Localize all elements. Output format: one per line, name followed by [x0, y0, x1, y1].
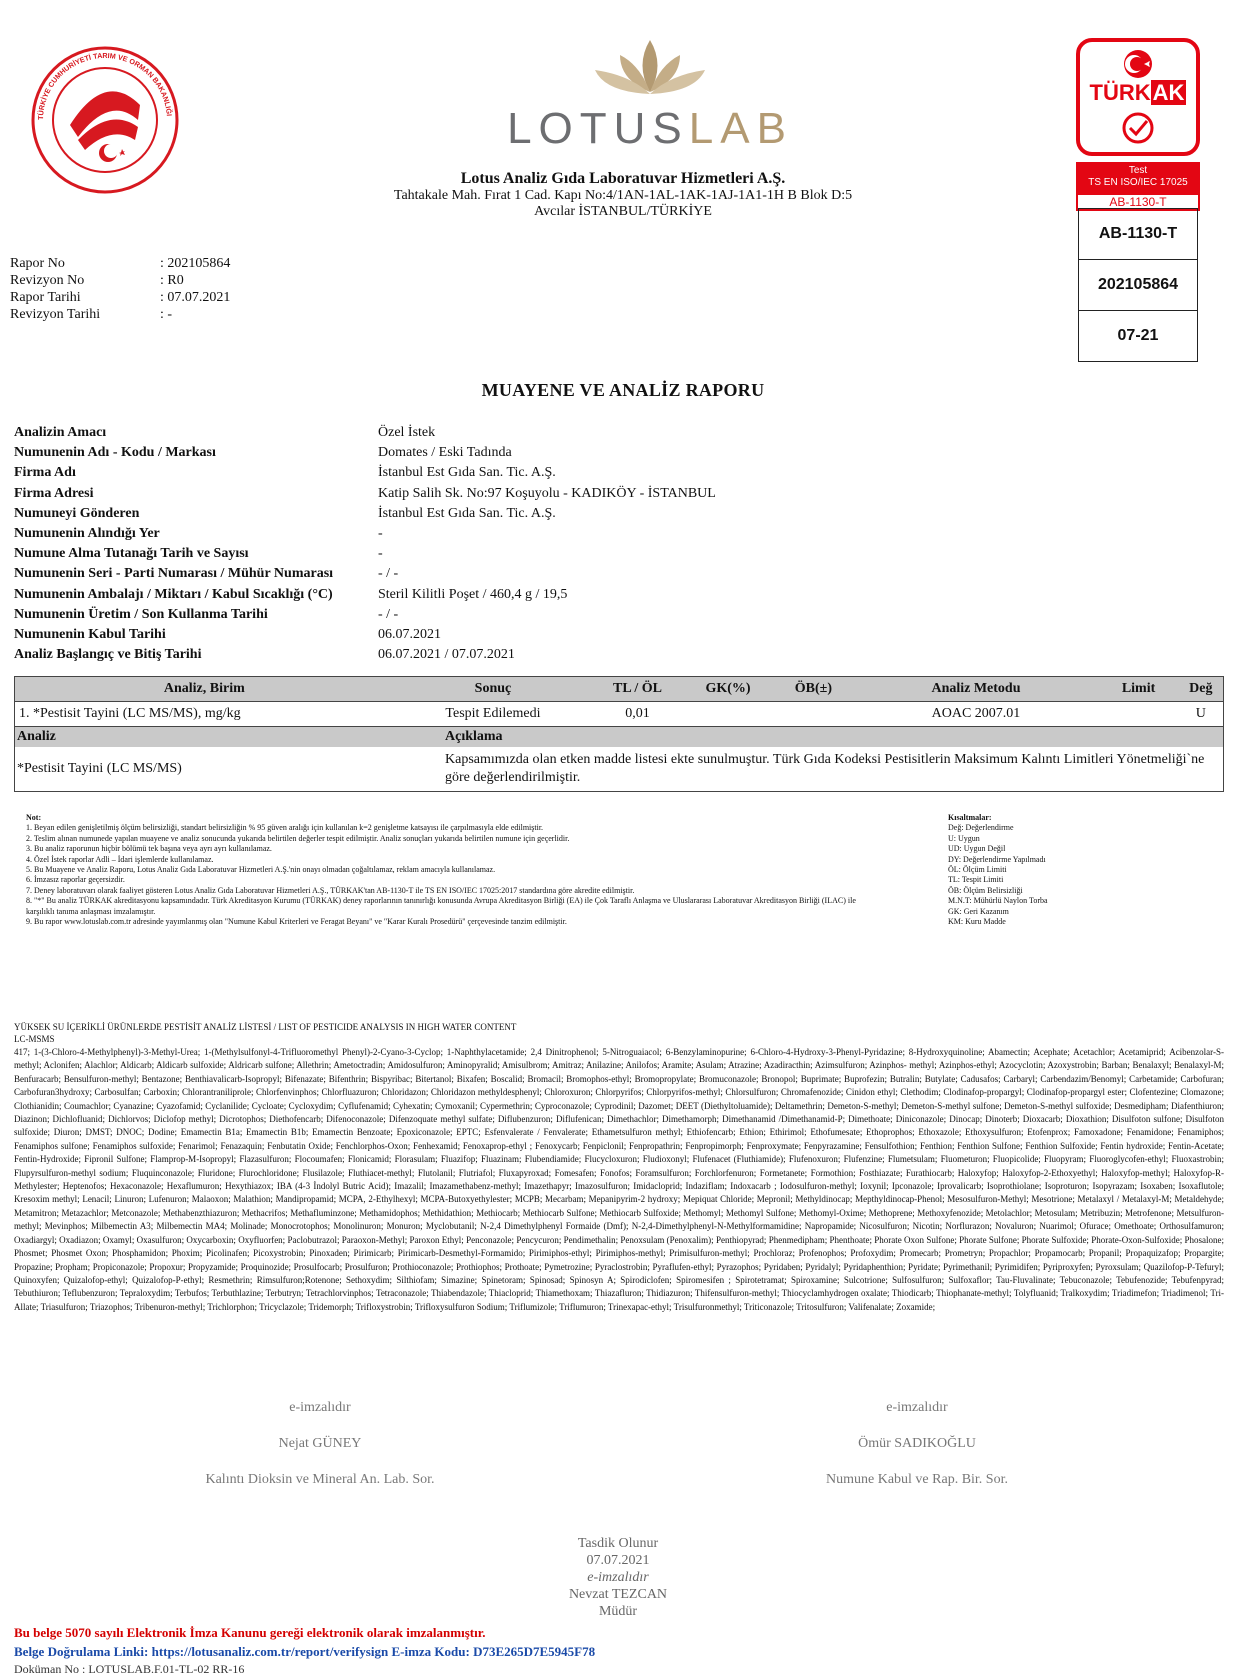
explanation-header-row	[15, 727, 1224, 748]
col-header: GK(%)	[683, 677, 774, 702]
meta-label: Rapor Tarihi	[10, 290, 81, 305]
info-label: Numunenin Seri - Parti Numarası / Mühür Numarası	[14, 566, 334, 582]
abbreviation-item: TL: Tespit Limiti	[948, 875, 1004, 885]
table-row	[15, 747, 1224, 792]
meta-label: Revizyon Tarihi	[10, 307, 101, 322]
col-header: ÖB(±)	[773, 677, 853, 702]
notes-heading: Not:	[26, 813, 42, 822]
info-value: -	[378, 546, 383, 562]
abbreviation-item: U: Uygun	[948, 833, 980, 843]
col-header: Açıklama	[443, 727, 1224, 748]
info-row	[14, 625, 716, 645]
note-item: 2. Teslim alınan numunede yapılan muayene ve analiz sonucunda yukarıda belirtilen değerler tespit edilmiştir. Analiz sonuçları yukarıda belirtilen numune için geçerlidir.	[26, 833, 570, 843]
document-number: Doküman No : LOTUSLAB.F.01-TL-02 RR-16	[14, 1662, 245, 1676]
meta-value: : -	[160, 307, 173, 322]
cell-ob	[773, 702, 853, 727]
info-row	[14, 463, 716, 483]
info-label: Numunenin Alındığı Yer	[14, 526, 160, 542]
meta-value: : R0	[160, 273, 184, 288]
turkak-date: 07-21	[1078, 311, 1198, 362]
note-item: 4. Özel İstek raporlar Adli – İdari işlemlerde kullanılamaz.	[26, 854, 214, 864]
abbreviation-item: ÖL: Ölçüm Limiti	[948, 865, 1007, 875]
info-value: Katip Salih Sk. No:97 Koşuyolu - KADIKÖY - İSTANBUL	[378, 485, 716, 501]
col-header: TL / ÖL	[592, 677, 683, 702]
pesticide-list: 417; 1-(3-Chloro-4-Methylphenyl)-3-Methyl-Urea; 1-(Methylsulfonyl-4-Trifluoromethyl Phenyl)-2-Cyano-3-Cyclop; 1-Naphthylacetamide; 2,4 Dinitrophenol; 5-Nitroguaiacol; 6-Benzylaminopurine; 6-Chloro-4-Hydroxy-3-Phenyl-Pyridazine; 8-Hydroxyquinoline; Abamectin; Acephate; Acetachlor; Acetamiprid; Acibenzolar-S-methyl; Aclonifen; Alachlor; Aldicarb; Aldicarb sulfoxide; Aldricarb sulfone; Allethrin; Ametoctradin; Amidosulfuron; Aminopyralid; Amisulbrom; Amitraz; Anilazine; Anilofos; Aramite; Asulam; Atrazine; Azadiracthin; Azimsulfuron; Azinphos- methyl; Azinphos-ethyl; Azocyclotin; Azoxystrobin; Barban; Benalaxyl; Benalaxyl-M; Benfuracarb; Bensulfuron-methyl; Bentazone; Benthiavalicarb-Isopropyl; Bifenazate; Bifenthrin; Bispyribac; Bitertanol; Bixafen; Boscalid; Bromacil; Bromophos-ethyl; Bromopropylate; Bromuconazole; Bronopol; Buprimate; Buprofezin; Butralin; Butylate; Cadusafos; Carbaryl; Carbendazim/Benomyl; Carbetamide; Carbofuran; Carbofuran3hydroxy; Carbosulfan; Carboxin; Chlorantraniliprole; Chlorfenvinphos; Chlorfluazuron; Chloridazon; Chloridazon methyldesphenyl; Chloroxuron; Chlorpyrifos; Chlorpyrifos-methyl; Chlorsulfuron; Chromafenozide; Cinidon ethyl; Clethodim; Clodinafop-propargyl; Clodinafop-propargyl ester; Clofentezine; Clomazone; Clothianidin; Coumachlor; Cyanazine; Cyazofamid; Cyclanilide; Cycloate; Cycloxydim; Cyflufenamid; Cyhexatin; Cymoxanil; Cypermethrin; Cyproconazole; Cyprodinil; Dazomet; DEET (Diethyltoluamide); Deltamethrin; Demeton-S-methyl; Demeton-S-methyl sulfone; Demeton-S-methyl sulfoxide; Desmedipham; Diafenthiuron; Diazinon; Dichlofluanid; Dichlorvos; Diclofop methyl; Dicrotophos; Diethofencarb; Difenoconazole; Difenzoquate methyl sulfate; Diflubenzuron; Diflufenican; Dimethachlor; Dimethamorph; Dimethanamid /Dimethanamid-P; Dimethoate; Diniconazole; Dinocap; Dinoterb; Dioxacarb; Dioxathion; Disulfoton sulfone; Disulfoton sulfoxide; Diuron; DMST; DNOC; Dodine; Emamectin B1a; Emamectin B1b; Emamectin Benzoate; Epoxiconazole; EPTC; Esfenvalerate / Fenvalerate; Ethametsulfuron methyl; Ethiofencarb; Ethion; Ethirimol; Ethofumesate; Ethoprophos; Ethoxazole; Ethoxysulfuron; Etofenprox; Famoxadone; Fenamidone; Fenamiphos; Fenamiphos sulfone; Fenamiphos sulfoxide; Fenarimol; Fenazaquin; Fenbutatin Oxide; Fenchlorphos-Oxon; Fenhexamid; Fenoxaprop-ethyl ; Fenoxycarb; Fenpiclonil; Fenpropathrin; Fenpropimorph; Fenproxymate; Fenpyrazamine; Fensulfothion; Fenthion; Fenthion Sulfone; Fenthion Sulfoxide; Fentin hydroxide; Fentin-Acetate; Fentin-Hydroxide; Fipronil Sulfone; Flamprop-M-Isopropyl; Flazasulfuron; Flocoumafen; Flonicamid; Florasulam; Fluazifop; Fluazinam; Flubendiamide; Flucycloxuron; Fludioxonyl; Flufenacet (Fluthiamide); Flufenoxuron; Flufenzine; Flumetsulam; Fluometuron; Fluopicolide; Fluopyram; Fluoroglycofen-ethyl; Fluoxastrobin; Flupyrsulfuron-methyl sodium; Fluquinconazole; Fluridone; Flurochloridone; Flusilazole; Fluthiacet-methyl; Flutolanil; Flutriafol; Fluxapyroxad; Fomesafen; Fonofos; Foramsulfuron; Forchlorfenuron; Formetanete; Formothion; Fosthiazate; Furathiocarb; Haloxyfop; Haloxyfop-2-Ethoxyethyl; Haloxyfop-methyl; Haloxyfop-R-Methylester; Heptenofos; Hexaconazole; Hexaflumuron; Hexythiazox; IBA (4-3 İndolyl Butric Acid); Imazalil; Imazamethabenz-methyl; Imazethapyr; Imazosulfuron; Imidacloprid; Indaziflam; Indoxacarb ; Iodosulfuron-methyl; Ioxynil; Ipconazole; Iprovalicarb; Isoprothiolane; Isoproturon; Isopyrazam; Isoxaben; Isoxaflutole; Kresoxim methyl; Lenacil; Linuron; Lufenuron; Malaoxon; Malathion; Mandipropamid; MCPA, 2-Ethylhexyl; MCPA-Butoxyethylester; MCPB; Mecarbam; Mepanipyrim-2 hydroxy; Mepiquat Chloride; Mepronil; Methyldinocap; Mepthyldinocap-Phenol; Mesosulfuron-Methyl; Mesotrione; Metalaxyl / Metalaxyl-M; Metaldehyde; Metamitron; Metazachlor; Metconazole; Methabenzthiazuron; Methacrifos; Methafluminzone; Methamidophos; Methidathion; Methiocarb; Methiocarb Sulfone; Methiocarb Sulfoxide; Methomyl; Methomyl Sulfone; Methomyl-Oxime; Methoprene; Methoxyfenozide; Metolachlor; Metosulam; Metribuzin; Metrofenone; Metsulfuron-methyl; Mevinphos; Milbemectin A3; Milbemectin MA4; Molinade; Monocrotophos; Monolinuron; Monuron; Myclobutanil; N-2,4 Dimethylphenyl Formaide (Dmf); N-2,4-Dimethylphenyl-N-Methylformamidine; Napropamide; Nicosulfuron; Nicotin; Norflurazon; Novaluron; Nuarimol; Ofurace; Omethoate; Orthosulfamuron; Oxadiargyl; Oxadiazon; Oxamyl; Oxasulfuron; Oxycarboxin; Oxyfluorfen; Paclobutrazol; Paraoxon-Methyl; Paroxon Ethyl; Penconazole; Pencycuron; Pendimethalin; Penoxsulam (Penoxalim); Penthiopyrad; Phenmedipham; Phenthoate; Phorate Oxon Sulfone; Phorate Sulfone; Phorate Sulfoxide; Phorate-Oxon-Sulfoxide; Phosalone; Phosmet; Phosmet Oxon; Phosphamidon; Phoxim; Picolinafen; Picoxystrobin; Pinoxaden; Pirimicarb; Pirimicarb-Desmethyl-Formamido; Pirimiphos-ethyl; Pirimiphos-methyl; Primisulfuron-methyl; Prochloraz; Profenophos; Profoxydim; Promecarb; Prometryn; Propachlor; Propamocarb; Propanil; Propaquizafop; Propargite; Propazine; Propham; Propiconazole; Propoxur; Propyzamide; Proquinozide; Prosulfocarb; Prosulfuron; Prothioconazole; Prothiophos; Prothoate; Pymetrozine; Pyraclostrobin; Pyraflufen-ethyl; Pyrazophos; Pyridaben; Pyridalyl; Pyridaphenthion; Pyridate; Pyrimethanil; Pyrimidifen; Pyriproxyfen; Pyroxsulam; Quazilofop-P-Tefuryl; Quinoxyfen; Quizalofop-ethyl; Quizalofop-P-ethyl; Resmethrin; Rimsulfuron;Rotenone; Sethoxydim; Silthiofam; Simazine; Spinetoram; Spinosad; Spinosyn A; Spirodiclofen; Spiromesifen ; Spirotetramat; Spiroxamine; Sulcotrione; Sulfosulfuron; Sulfoxaflor; Tau-Fluvalinate; Tebuconazole; Tebufenozide; Tebufenpyrad; Tebuthiuron; Teflubenzuron; Tepraloxydim; Terbufos; Terbuthlazine; Terbutryn; Tetrachlorvinphos; Tetraconazole; Thiabendazole; Thiacloprid; Thiamethoxam; Thiazafluron; Thidiazuron; Thifensulfuron-methyl; Thiocyclamhydrogen oxalate; Thiodicarb; Thiophanate-methyl; Tolyfluanid; Tralkoxydim; Triadimefon; Triadimenol; Tri-Allate; Triasulfuron; Triazophos; Tribenuron-methyl; Trichlorphon; Tricyclazole; Tridemorph; Trifloxystrobin; Trifloxysulfuron Sodium; Triflumizole; Triflumuron; Trinexapac-ethyl; Trisulfuronmethyl; Triticonazole; Tritosulfuron; Valifenalate; Zoxamide;	[14, 1047, 1224, 1312]
info-value: - / -	[378, 606, 399, 622]
pesticide-list-title: YÜKSEK SU İÇERİKLİ ÜRÜNLERDE PESTİSİT ANALİZ LİSTESİ / LIST OF PESTICIDE ANALYSIS IN HIGH WATER CONTENT	[14, 1022, 517, 1032]
results-header-row	[15, 677, 1224, 702]
abbreviation-item: KM: Kuru Madde	[948, 917, 1006, 927]
abbreviations-heading: Kısaltmalar:	[948, 813, 992, 822]
pesticide-list-method: LC-MSMS	[14, 1034, 55, 1044]
info-row	[14, 585, 716, 605]
info-value: -	[378, 526, 383, 542]
note-item: 1. Beyan edilen genişletilmiş ölçüm belirsizliği, standart belirsizliğin % 95 güven aralığı için kullanılan k=2 genişletme katsayısı ile çarpılmasıyla elde edilmiştir.	[26, 823, 544, 833]
explanation-analysis: *Pestisit Tayini (LC MS/MS)	[17, 761, 182, 776]
info-value: - / -	[378, 566, 399, 582]
signature-block	[110, 1390, 530, 1498]
signature-name: Ömür SADIKOĞLU	[858, 1436, 976, 1451]
info-row	[14, 645, 716, 665]
results-table	[14, 676, 1224, 727]
turkak-report-no: 202105864	[1078, 260, 1198, 311]
cell-method: AOAC 2007.01	[854, 702, 1099, 727]
report-title: MUAYENE VE ANALİZ RAPORU	[481, 380, 765, 400]
col-header: Analiz, Birim	[15, 677, 394, 702]
signature-role: Numune Kabul ve Rap. Bir. Sor.	[826, 1472, 1008, 1487]
seal-text: TÜRKİYE CUMHURİYETİ TARIM VE ORMAN BAKANLIĞI	[35, 50, 174, 121]
sample-info	[14, 423, 716, 665]
info-value: Özel İstek	[378, 425, 436, 441]
verification-link[interactable]: Belge Doğrulama Linki: https://lotusanaliz.com.tr/report/verifysign E-imza Kodu: D73E265D7E5945F78	[14, 1644, 596, 1659]
signature-esign: e-imzalıdır	[886, 1400, 948, 1415]
turkak-text-ak: AK	[1152, 80, 1185, 105]
approval-name: Nevzat TEZCAN	[568, 1587, 668, 1602]
turkak-test-label: Test	[1128, 165, 1148, 176]
info-label: Numunenin Ambalajı / Miktarı / Kabul Sıcaklığı (°C)	[14, 586, 333, 602]
company-address-line2: Avcılar İSTANBUL/TÜRKİYE	[534, 204, 712, 219]
logo-text-lab: LAB	[688, 104, 793, 153]
company-address-line1: Tahtakale Mah. Fırat 1 Cad. Kapı No:4/1AN-1AL-1AK-1AJ-1A1-1H B Blok D:5	[393, 188, 853, 203]
meta-value: : 202105864	[160, 256, 231, 271]
meta-row	[10, 255, 230, 272]
note-item: 8. "*" Bu analiz TÜRKAK akreditasyonu kapsamındadır. Türk Akreditasyon Kurumu (TÜRKAK) deney raporlarının tanınırlığı konusunda Avrupa Akreditasyon Birliği (EA) ile Çok Taraflı Anlaşma ve Uluslararası Laboratuvar Akreditasyon Birliği (ILAC) ile karşılıklı tanıma anlaşması imzalamıştır.	[26, 896, 856, 916]
lotuslab-logo	[470, 30, 830, 160]
info-row	[14, 443, 716, 463]
abbreviation-item: M.N.T: Mühürlü Naylon Torba	[948, 896, 1048, 906]
explanation-text: Kapsamımızda olan etken madde listesi ekte sunulmuştur. Türk Gıda Kodeksi Pestisitlerin Maksimum Kalıntı Limitleri Yönetmeliği`ne göre değerlendirilmiştir.	[445, 752, 1205, 785]
abbreviation-item: UD: Uygun Değil	[948, 844, 1006, 854]
info-label: Firma Adresi	[14, 485, 94, 501]
cell-tl-ol: 0,01	[592, 702, 683, 727]
explanation-table	[14, 726, 1224, 792]
info-value: 06.07.2021 / 07.07.2021	[378, 647, 515, 663]
info-value: 06.07.2021	[378, 626, 441, 642]
signature-block	[707, 1390, 1127, 1498]
company-header	[0, 170, 1246, 220]
esignature-law-notice: Bu belge 5070 sayılı Elektronik İmza Kanunu gereği elektronik olarak imzalanmıştır.	[14, 1625, 486, 1640]
note-item: 3. Bu analiz raporunun hiçbir bölümü tek başına veya ayrı ayrı kullanılamaz.	[26, 844, 272, 854]
notes-section	[26, 813, 866, 927]
note-item: 5. Bu Muayene ve Analiz Raporu, Lotus Analiz Gıda Laboratuvar Hizmetleri A.Ş.'nin onayı olmadan çoğaltılamaz, reklam amacıyla kullanılamaz.	[26, 865, 496, 875]
col-header: Analiz Metodu	[854, 677, 1099, 702]
abbreviation-item: ÖB: Ölçüm Belirsizliği	[948, 885, 1023, 895]
info-label: Analiz Başlangıç ve Bitiş Tarihi	[14, 647, 202, 663]
approval-date: 07.07.2021	[586, 1553, 650, 1568]
meta-row	[10, 306, 230, 323]
lotus-flower-icon	[470, 30, 830, 100]
cell-result: Tespit Edilemedi	[394, 702, 593, 727]
signature-role: Kalıntı Dioksin ve Mineral An. Lab. Sor.	[205, 1472, 435, 1487]
company-name: Lotus Analiz Gıda Laboratuvar Hizmetleri A.Ş.	[460, 170, 786, 187]
info-label: Numunenin Üretim / Son Kullanma Tarihi	[14, 606, 268, 622]
info-label: Numuneyi Gönderen	[14, 505, 140, 521]
info-row	[14, 544, 716, 564]
cell-limit	[1098, 702, 1178, 727]
col-header: Limit	[1098, 677, 1178, 702]
info-row	[14, 605, 716, 625]
cell-evaluation: U	[1179, 702, 1224, 727]
turkak-standard: TS EN ISO/IEC 17025	[1088, 177, 1188, 188]
turkak-accreditation-no: AB-1130-T	[1078, 209, 1198, 260]
info-value: İstanbul Est Gıda San. Tic. A.Ş.	[378, 505, 556, 521]
note-item: 9. Bu rapor www.lotuslab.com.tr adresinde yayımlanmış olan "Numune Kabul Kriterleri ve Feragat Beyanı" ve "Karar Kuralı Prosedürü" çerçevesinde tanzim edilmiştir.	[26, 917, 567, 927]
table-row	[15, 702, 1224, 727]
info-label: Numune Alma Tutanağı Tarih ve Sayısı	[14, 546, 249, 562]
meta-row	[10, 272, 230, 289]
meta-row	[10, 289, 230, 306]
info-label: Numunenin Kabul Tarihi	[14, 626, 166, 642]
col-header: Sonuç	[394, 677, 593, 702]
turkak-code-small: AB-1130-T	[1076, 193, 1200, 211]
info-row	[14, 504, 716, 524]
turkak-logo	[1076, 38, 1200, 156]
cell-analysis: 1. *Pestisit Tayini (LC MS/MS), mg/kg	[15, 702, 394, 727]
signature-name: Nejat GÜNEY	[278, 1436, 362, 1451]
logo-text-lotus: LOTUS	[507, 104, 689, 153]
cell-gk	[683, 702, 774, 727]
turkak-boxes	[1078, 208, 1198, 362]
approval-block	[0, 1535, 1236, 1620]
meta-label: Rapor No	[10, 256, 65, 271]
info-value: Steril Kilitli Poşet / 460,4 g / 19,5	[378, 586, 568, 602]
approval-title: Tasdik Olunur	[577, 1536, 659, 1551]
turkak-standard-band	[1076, 162, 1200, 193]
note-item: 7. Deney laboratuvarı olarak faaliyet gösteren Lotus Analiz Gıda Laboratuvar Hizmetleri A.Ş., TÜRKAK'tan AB-1130-T ile TS EN ISO/IEC 17025:2017 standardına göre akredite edilmiştir.	[26, 885, 635, 895]
turkak-text-turk: TÜRK	[1089, 80, 1151, 105]
col-header: Değ	[1179, 677, 1224, 702]
report-meta	[10, 255, 230, 323]
meta-label: Revizyon No	[10, 273, 85, 288]
info-row	[14, 524, 716, 544]
info-value: İstanbul Est Gıda San. Tic. A.Ş.	[378, 465, 556, 481]
abbreviation-item: GK: Geri Kazanım	[948, 906, 1009, 916]
note-item: 6. İmzasız raporlar geçersizdir.	[26, 875, 125, 885]
abbreviations-section	[948, 813, 1168, 927]
col-header: Analiz	[15, 727, 444, 748]
info-value: Domates / Eski Tadında	[378, 445, 512, 461]
info-row	[14, 423, 716, 443]
signature-esign: e-imzalıdır	[289, 1400, 351, 1415]
info-label: Analizin Amacı	[14, 425, 107, 441]
approval-esign: e-imzalıdır	[587, 1570, 649, 1585]
turkak-badge	[1076, 38, 1200, 211]
info-label: Firma Adı	[14, 465, 76, 481]
abbreviation-item: DY: Değerlendirme Yapılmadı	[948, 854, 1046, 864]
info-row	[14, 564, 716, 584]
approval-role: Müdür	[598, 1604, 638, 1619]
info-label: Numunenin Adı - Kodu / Markası	[14, 445, 216, 461]
info-row	[14, 484, 716, 504]
abbreviation-item: Değ: Değerlendirme	[948, 823, 1014, 833]
meta-value: : 07.07.2021	[160, 290, 231, 305]
